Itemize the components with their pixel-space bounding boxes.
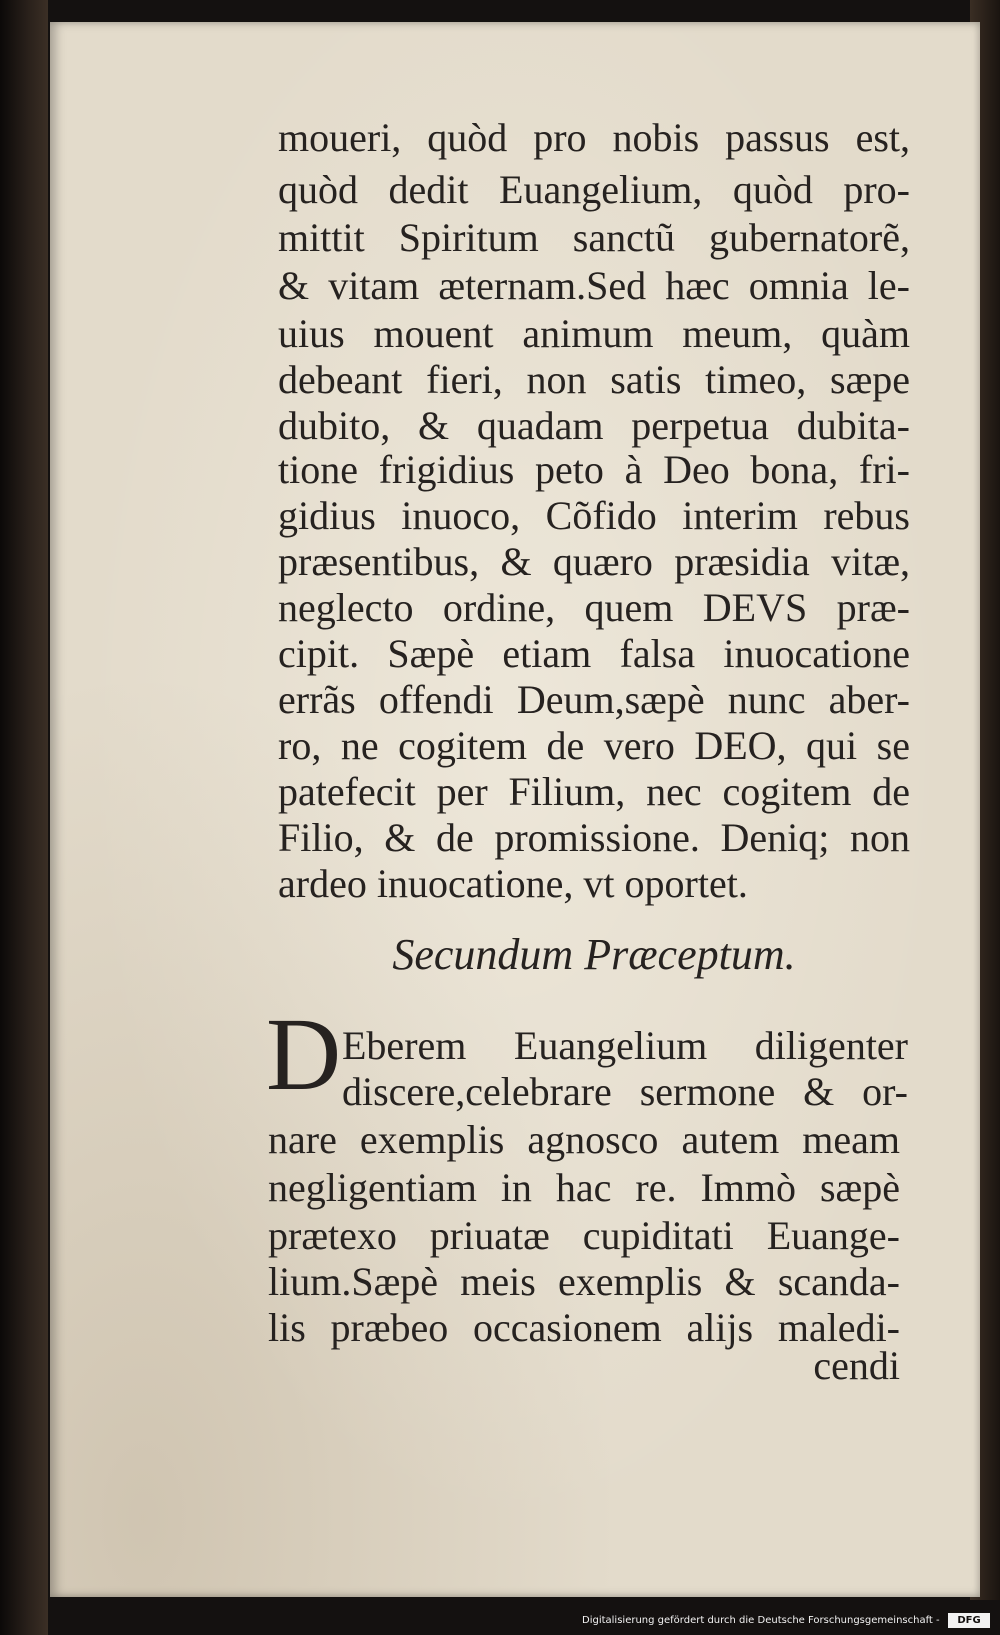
text-line: dubito, & quadam perpetua dubita- <box>278 403 910 448</box>
text-line: mittit Spiritum sanctũ gubernatorẽ, <box>278 215 910 260</box>
text-line: neglecto ordine, quem DEVS præ- <box>278 585 910 630</box>
text-line: quòd dedit Euangelium, quòd pro- <box>278 167 910 212</box>
text-line: ardeo inuocatione, vt oportet. <box>278 861 748 906</box>
text-line: negligentiam in hac re. Immò sæpè <box>268 1165 900 1210</box>
text-line: moueri, quòd pro nobis passus est, <box>278 115 910 160</box>
text-line: prætexo priuatæ cupiditati Euange- <box>268 1213 900 1258</box>
dfg-logo: DFG <box>948 1613 990 1628</box>
book-spine-left <box>0 0 48 1635</box>
text-line: præsentibus, & quæro præsidia vitæ, <box>278 539 910 584</box>
text-line: discere,celebrare sermone & or- <box>342 1069 908 1114</box>
text-line: lium.Sæpè meis exemplis & scanda- <box>268 1259 900 1304</box>
text-line: & vitam æternam.Sed hæc omnia le- <box>278 263 910 308</box>
text-line: nare exemplis agnosco autem meam <box>268 1117 900 1162</box>
catchword: cendi <box>813 1343 900 1388</box>
text-line: gidius inuoco, Cõfido interim rebus <box>278 493 910 538</box>
digitization-credit: Digitalisierung gefördert durch die Deutsche Forschungsgemeinschaft - <box>582 1615 940 1626</box>
text-line: debeant fieri, non satis timeo, sæpe <box>278 357 910 402</box>
section-heading: Secundum Præceptum. <box>392 930 796 979</box>
text-line: lis præbeo occasionem alijs maledi- <box>268 1305 900 1350</box>
drop-cap-initial: D <box>266 997 342 1112</box>
text-line: Eberem Euangelium diligenter <box>342 1023 908 1068</box>
text-line: errãs offendi Deum,sæpè nunc aber- <box>278 677 910 722</box>
text-line: patefecit per Filium, nec cogitem de <box>278 769 910 814</box>
text-line: Filio, & de promissione. Deniq; non <box>278 815 910 860</box>
text-line: ro, ne cogitem de vero DEO, qui se <box>278 723 910 768</box>
text-line: cipit. Sæpè etiam falsa inuocatione <box>278 631 910 676</box>
book-page <box>50 22 980 1597</box>
text-line: tione frigidius peto à Deo bona, fri- <box>278 447 910 492</box>
text-line: uius mouent animum meum, quàm <box>278 311 910 356</box>
